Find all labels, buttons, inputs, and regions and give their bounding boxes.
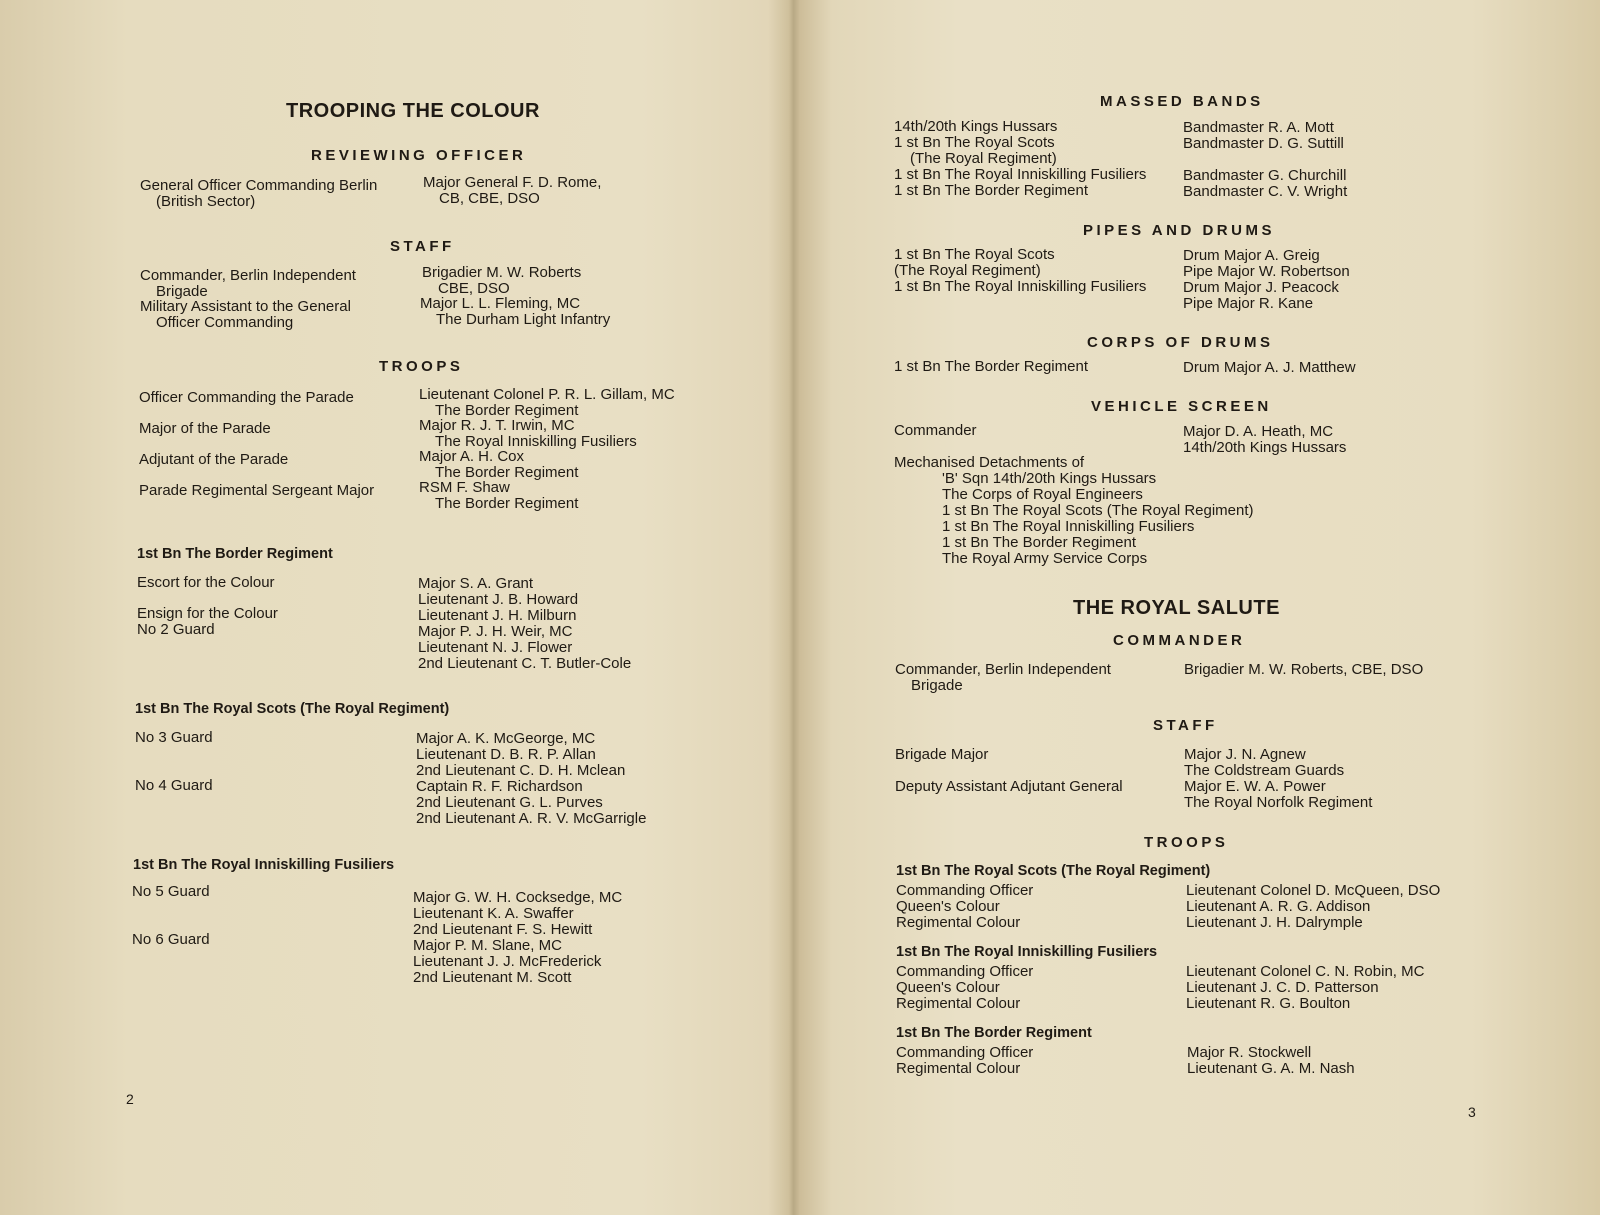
border-name-4: Major P. J. H. Weir, MC	[418, 623, 573, 640]
rs-unit-2-role-1: Commanding Officer	[896, 963, 1034, 980]
left-page	[0, 0, 790, 1215]
rs-unit-1-name-1: Lieutenant Colonel D. McQueen, DSO	[1186, 882, 1441, 899]
commander-role-1: Commander, Berlin Independent	[895, 661, 1111, 678]
troops-role-1: Officer Commanding the Parade	[139, 389, 354, 406]
border-role-2: Ensign for the Colour	[137, 605, 278, 622]
massed-right-2: Bandmaster D. G. Suttill	[1183, 135, 1344, 152]
mech-3: 1 st Bn The Royal Scots (The Royal Regiment)	[942, 502, 1254, 519]
rs-unit-1-role-3: Regimental Colour	[896, 914, 1021, 931]
troops-name-1b: The Border Regiment	[435, 402, 579, 419]
rs-unit-1-role-2: Queen's Colour	[896, 898, 1000, 915]
massed-left-5: 1 st Bn The Border Regiment	[894, 182, 1088, 199]
staff-role-2a: Military Assistant to the General	[140, 298, 351, 315]
inniskilling-name-4: Major P. M. Slane, MC	[413, 937, 562, 954]
troops-role-3: Adjutant of the Parade	[139, 451, 289, 468]
massed-left-3: (The Royal Regiment)	[910, 150, 1057, 167]
rs-unit-2-role-3: Regimental Colour	[896, 995, 1021, 1012]
reviewing-role-1: General Officer Commanding Berlin	[140, 177, 378, 194]
pipes-left-3: 1 st Bn The Royal Inniskilling Fusiliers	[894, 278, 1147, 295]
rs-troops-heading: TROOPS	[1144, 834, 1229, 851]
border-name-3: Lieutenant J. H. Milburn	[418, 607, 577, 624]
reviewing-heading: REVIEWING OFFICER	[311, 147, 527, 164]
pipes-right-4: Pipe Major R. Kane	[1183, 295, 1314, 312]
pipes-left-1: 1 st Bn The Royal Scots	[894, 246, 1055, 263]
pipes-heading: PIPES AND DRUMS	[1083, 222, 1275, 239]
troops-role-4: Parade Regimental Sergeant Major	[139, 482, 375, 499]
scots-name-2: Lieutenant D. B. R. P. Allan	[416, 746, 596, 763]
inniskilling-heading: 1st Bn The Royal Inniskilling Fusiliers	[133, 857, 395, 873]
troops-heading: TROOPS	[379, 358, 464, 375]
reviewing-role-2: (British Sector)	[156, 193, 256, 210]
mech-6: The Royal Army Service Corps	[942, 550, 1148, 567]
massed-bands-heading: MASSED BANDS	[1100, 93, 1264, 110]
massed-right-4: Bandmaster C. V. Wright	[1183, 183, 1348, 200]
inniskilling-name-1: Major G. W. H. Cocksedge, MC	[413, 889, 623, 906]
rs-staff-role-2: Deputy Assistant Adjutant General	[895, 778, 1123, 795]
troops-name-2b: The Royal Inniskilling Fusiliers	[435, 433, 637, 450]
massed-left-2: 1 st Bn The Royal Scots	[894, 134, 1055, 151]
troops-name-1a: Lieutenant Colonel P. R. L. Gillam, MC	[419, 386, 675, 403]
massed-left-4: 1 st Bn The Royal Inniskilling Fusiliers	[894, 166, 1147, 183]
corps-left: 1 st Bn The Border Regiment	[894, 358, 1088, 375]
inniskilling-role-1: No 5 Guard	[132, 883, 210, 900]
staff-role-2b: Officer Commanding	[156, 314, 294, 331]
pipes-left-2: (The Royal Regiment)	[894, 262, 1041, 279]
massed-left-1: 14th/20th Kings Hussars	[894, 118, 1058, 135]
rs-unit-1-name-2: Lieutenant A. R. G. Addison	[1186, 898, 1371, 915]
inniskilling-name-6: 2nd Lieutenant M. Scott	[413, 969, 572, 986]
scots-name-6: 2nd Lieutenant A. R. V. McGarrigle	[416, 810, 647, 827]
page-number-left: 2	[126, 1091, 134, 1107]
reviewing-name-1: Major General F. D. Rome,	[423, 174, 602, 191]
rs-unit-2-name-3: Lieutenant R. G. Boulton	[1186, 995, 1351, 1012]
staff-role-1a: Commander, Berlin Independent	[140, 267, 356, 284]
rs-unit-3-role-1: Commanding Officer	[896, 1044, 1034, 1061]
rs-unit-2-name-1: Lieutenant Colonel C. N. Robin, MC	[1186, 963, 1425, 980]
rs-unit-3-heading: 1st Bn The Border Regiment	[896, 1025, 1092, 1041]
rs-unit-3-name-2: Lieutenant G. A. M. Nash	[1187, 1060, 1355, 1077]
troops-name-2a: Major R. J. T. Irwin, MC	[419, 417, 575, 434]
border-name-1: Major S. A. Grant	[418, 575, 534, 592]
staff-heading: STAFF	[390, 238, 455, 255]
border-name-5: Lieutenant N. J. Flower	[418, 639, 573, 656]
scots-role-2: No 4 Guard	[135, 777, 213, 794]
corps-right: Drum Major A. J. Matthew	[1183, 359, 1356, 376]
troops-name-4a: RSM F. Shaw	[419, 479, 510, 496]
mech-1: 'B' Sqn 14th/20th Kings Hussars	[942, 470, 1157, 487]
staff-name-2b: The Durham Light Infantry	[436, 311, 611, 328]
royal-salute-title: THE ROYAL SALUTE	[1073, 597, 1280, 619]
inniskilling-name-3: 2nd Lieutenant F. S. Hewitt	[413, 921, 593, 938]
troops-role-2: Major of the Parade	[139, 420, 271, 437]
border-heading: 1st Bn The Border Regiment	[137, 546, 333, 562]
vehicle-name-2: 14th/20th Kings Hussars	[1183, 439, 1347, 456]
page-number-right: 3	[1468, 1104, 1476, 1120]
page-title: TROOPING THE COLOUR	[286, 100, 540, 122]
inniskilling-name-5: Lieutenant J. J. McFrederick	[413, 953, 602, 970]
pipes-right-2: Pipe Major W. Robertson	[1183, 263, 1350, 280]
rs-staff-name-3: Major E. W. A. Power	[1184, 778, 1326, 795]
vehicle-name-1: Major D. A. Heath, MC	[1183, 423, 1334, 440]
rs-unit-3-name-1: Major R. Stockwell	[1187, 1044, 1312, 1061]
scots-name-4: Captain R. F. Richardson	[416, 778, 583, 795]
border-role-3: No 2 Guard	[137, 621, 215, 638]
pipes-right-1: Drum Major A. Greig	[1183, 247, 1320, 264]
massed-right-3: Bandmaster G. Churchill	[1183, 167, 1347, 184]
rs-staff-heading: STAFF	[1153, 717, 1218, 734]
commander-name: Brigadier M. W. Roberts, CBE, DSO	[1184, 661, 1424, 678]
staff-name-1b: CBE, DSO	[438, 280, 510, 297]
rs-staff-name-1: Major J. N. Agnew	[1184, 746, 1306, 763]
rs-staff-role-1: Brigade Major	[895, 746, 989, 763]
right-page	[790, 0, 1600, 1215]
rs-unit-1-heading: 1st Bn The Royal Scots (The Royal Regiment)	[896, 863, 1211, 879]
scots-heading: 1st Bn The Royal Scots (The Royal Regiment)	[135, 701, 450, 717]
scots-name-1: Major A. K. McGeorge, MC	[416, 730, 596, 747]
vehicle-heading: VEHICLE SCREEN	[1091, 398, 1272, 415]
border-name-2: Lieutenant J. B. Howard	[418, 591, 579, 608]
staff-name-2a: Major L. L. Fleming, MC	[420, 295, 581, 312]
massed-right-1: Bandmaster R. A. Mott	[1183, 119, 1334, 136]
troops-name-3a: Major A. H. Cox	[419, 448, 525, 465]
rs-staff-name-4: The Royal Norfolk Regiment	[1184, 794, 1373, 811]
rs-unit-2-role-2: Queen's Colour	[896, 979, 1000, 996]
rs-unit-1-role-1: Commanding Officer	[896, 882, 1034, 899]
commander-heading: COMMANDER	[1113, 632, 1246, 649]
pipes-right-3: Drum Major J. Peacock	[1183, 279, 1339, 296]
rs-staff-name-2: The Coldstream Guards	[1184, 762, 1345, 779]
rs-unit-1-name-3: Lieutenant J. H. Dalrymple	[1186, 914, 1363, 931]
mech-title: Mechanised Detachments of	[894, 454, 1085, 471]
border-name-6: 2nd Lieutenant C. T. Butler-Cole	[418, 655, 632, 672]
corps-heading: CORPS OF DRUMS	[1087, 334, 1274, 351]
inniskilling-role-2: No 6 Guard	[132, 931, 210, 948]
scots-name-5: 2nd Lieutenant G. L. Purves	[416, 794, 603, 811]
vehicle-role: Commander	[894, 422, 977, 439]
mech-5: 1 st Bn The Border Regiment	[942, 534, 1136, 551]
mech-2: The Corps of Royal Engineers	[942, 486, 1143, 503]
reviewing-name-2: CB, CBE, DSO	[439, 190, 540, 207]
mech-4: 1 st Bn The Royal Inniskilling Fusiliers	[942, 518, 1195, 535]
inniskilling-name-2: Lieutenant K. A. Swaffer	[413, 905, 574, 922]
border-role-1: Escort for the Colour	[137, 574, 275, 591]
rs-unit-2-name-2: Lieutenant J. C. D. Patterson	[1186, 979, 1379, 996]
commander-role-2: Brigade	[911, 677, 963, 694]
troops-name-4b: The Border Regiment	[435, 495, 579, 512]
scots-name-3: 2nd Lieutenant C. D. H. Mclean	[416, 762, 626, 779]
rs-unit-3-role-2: Regimental Colour	[896, 1060, 1021, 1077]
staff-role-1b: Brigade	[156, 283, 208, 300]
scots-role-1: No 3 Guard	[135, 729, 213, 746]
troops-name-3b: The Border Regiment	[435, 464, 579, 481]
rs-unit-2-heading: 1st Bn The Royal Inniskilling Fusiliers	[896, 944, 1158, 960]
staff-name-1a: Brigadier M. W. Roberts	[422, 264, 582, 281]
